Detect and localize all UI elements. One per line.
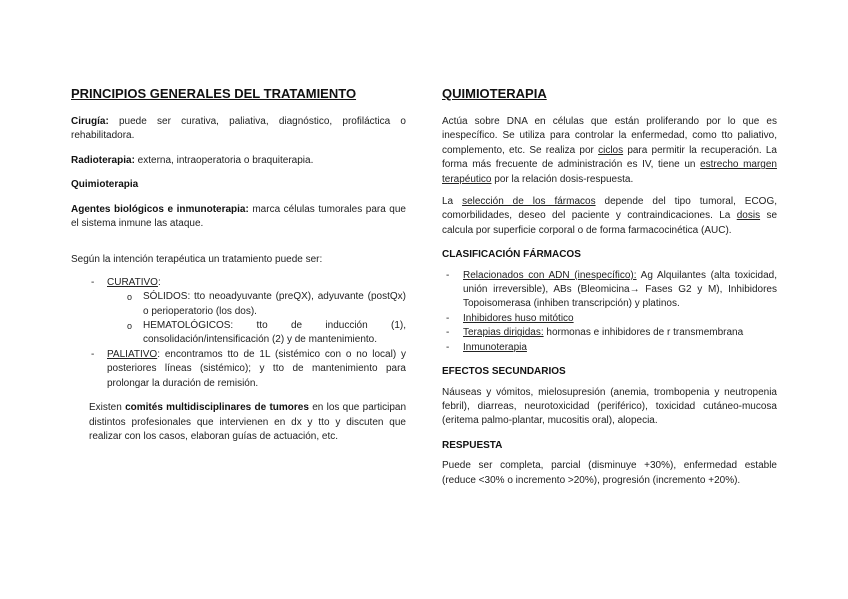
margen-term: estrecho margen terapéutico	[442, 159, 777, 185]
paliativo-text: : encontramos tto de 1L (sistémico con o no local) y posteriores líneas (sistémico); y tto de mantenimiento para prolongar la duración de remisión.	[107, 348, 406, 389]
seleccion-term: selección de los fármacos	[462, 196, 596, 208]
adn-text: Ag Alquilantes (alta toxicidad, unión irreversible), ABs (Bleomicina→ Fases G2 y M), Inhibidores Topoisomerasa (inhiben transcripción) y platinos.	[463, 269, 777, 310]
comites-text: en los que participan distintos profesionales que intervienen en dx y tto y discuten que realizar con los casos, elaboran guías de actuación, etc.	[89, 402, 407, 442]
adn-label: Relacionados con ADN (inespecífico):	[463, 269, 637, 281]
agentes-text: marca células tumorales para que el sistema inmune las ataque.	[71, 203, 406, 230]
comites-paragraph	[71, 401, 406, 444]
intro-text-c: por la relación dosis-respuesta.	[491, 173, 634, 185]
left-column	[71, 86, 406, 444]
section-title-principios: PRINCIPIOS GENERALES DEL TRATAMIENTO	[71, 86, 357, 101]
seleccion-text-c: se calcula por superficie corporal o de forma farmacocinética (AUC).	[442, 210, 778, 236]
clasificacion-list	[442, 269, 777, 355]
ciclos-term: ciclos	[598, 144, 624, 156]
dirigidas-text: hormonas e inhibidores de r transmembrana	[543, 327, 744, 339]
respuesta-heading: RESPUESTA	[442, 439, 503, 451]
radioterapia-paragraph	[71, 154, 406, 168]
cirugia-paragraph	[71, 115, 406, 144]
cirugia-text: puede ser curativa, paliativa, diagnóstico, profiláctica o rehabilitadora.	[71, 116, 406, 142]
seleccion-text-a: La	[442, 196, 463, 208]
radioterapia-label: Radioterapia:	[71, 154, 135, 166]
seleccion-paragraph	[442, 195, 777, 238]
list-item-huso	[442, 312, 777, 326]
list-item-dirigidas	[442, 326, 777, 340]
list-item-inmunoterapia	[442, 341, 777, 355]
list-item-curativo	[71, 276, 406, 348]
inmunoterapia-label: Inmunoterapia	[463, 341, 527, 353]
clasificacion-heading: CLASIFICACIÓN FÁRMACOS	[442, 249, 581, 261]
efectos-paragraph: Náuseas y vómitos, mielosupresión (anemia, trombopenia y neutropenia febril), diarreas, neurotoxicidad (periférico), toxicidad cutáneo-mucosa (eritema palmo-plantar, mucositis oral), alopecia.	[442, 386, 777, 427]
curativo-colon: :	[157, 276, 161, 288]
quimioterapia-line	[71, 178, 406, 192]
intencion-list	[71, 276, 406, 391]
list-item-adn	[442, 269, 777, 312]
efectos-heading: EFECTOS SECUNDARIOS	[442, 366, 566, 378]
intro-text-a: Actúa sobre DNA en células que están proliferando por lo que es inespecífico. Se utiliza para controlar la enfermedad, como tto paliativo, complemento, etc. Se realiza por	[442, 116, 777, 156]
curativo-label: CURATIVO	[107, 276, 158, 288]
right-column	[442, 86, 777, 488]
list-item-paliativo	[71, 348, 406, 391]
list-item-solidos: o SÓLIDOS: tto neoadyuvante (preQX), adyuvante (postQx) o perioperatorio (los dos).	[107, 290, 406, 319]
dirigidas-label: Terapias dirigidas:	[463, 327, 544, 339]
section-title-quimioterapia: QUIMIOTERAPIA	[442, 86, 547, 101]
dosis-term: dosis	[736, 210, 761, 222]
intencion-paragraph: Según la intención terapéutica un tratamiento puede ser:	[71, 254, 323, 266]
existen-text: Existen	[89, 402, 126, 414]
curativo-sublist	[107, 290, 406, 348]
radioterapia-text: externa, intraoperatoria o braquiterapia.	[134, 154, 314, 166]
intro-text-b: para permitir la recuperación. La forma más frecuente de administración es IV, tiene un	[442, 144, 777, 171]
list-item-hematologicos: o HEMATOLÓGICOS: tto de inducción (1), consolidación/intensificación (2) y de mantenimiento.	[107, 319, 406, 348]
quimioterapia-label: Quimioterapia	[71, 179, 139, 191]
paliativo-label: PALIATIVO	[107, 348, 158, 360]
huso-label: Inhibidores huso mitótico	[463, 312, 574, 324]
respuesta-paragraph: Puede ser completa, parcial (disminuye +30%), enfermedad estable (reduce <30% o incremento >20%), progresión (incremento +20%).	[442, 460, 777, 486]
agentes-label: Agentes biológicos e inmunoterapia:	[71, 203, 249, 215]
quimio-intro-paragraph	[442, 115, 777, 187]
comites-label: comités multidisciplinares de tumores	[125, 402, 309, 414]
seleccion-text-b: depende del tipo tumoral, ECOG, comorbilidades, deseo del paciente y contraindicaciones. La	[442, 196, 778, 222]
agentes-paragraph	[71, 203, 406, 232]
cirugia-label: Cirugía:	[71, 116, 109, 127]
